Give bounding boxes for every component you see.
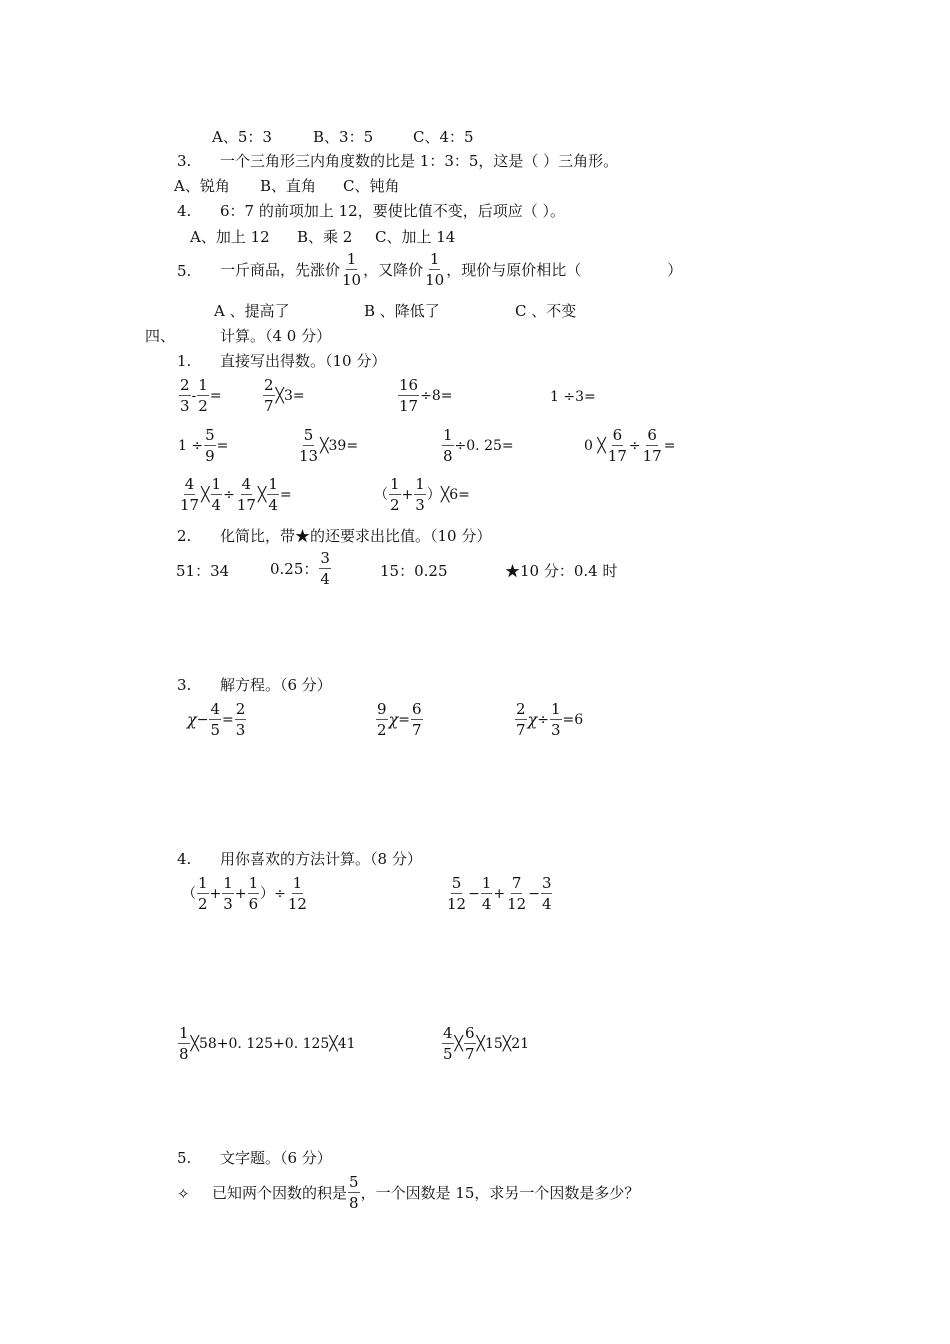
- calc-1-3: $\frac{16}{17}$ ÷8=: [399, 376, 453, 415]
- calc-1-1: $\frac{2}{3}$ - $\frac{1}{2}$ =: [180, 376, 222, 415]
- s1-title: 直接写出得数。（10 分）: [220, 352, 387, 370]
- calc-2-3: $\frac{1}{8}$ ÷0. 25=: [443, 426, 514, 465]
- bullet-icon: ✧: [177, 1185, 190, 1203]
- equation-1: χ − $\frac{4}{5}$ = $\frac{2}{3}$: [187, 700, 246, 739]
- q5-text-1: 一斤商品，先涨价: [220, 261, 341, 279]
- section-number: 四、: [145, 327, 176, 345]
- q4-number: 4.: [177, 202, 192, 220]
- q5-text: [220, 251, 682, 289]
- s3-number: 3.: [177, 676, 192, 694]
- expr-2: $\frac{5}{12}$ − $\frac{1}{4}$ + $\frac{7}{12}$ − $\frac{3}{4}$: [447, 874, 552, 913]
- q5-option-a: A 、提高了: [214, 302, 290, 320]
- q5-text-3: ，现价与原价相比（: [446, 261, 582, 279]
- ratio-1: 51：34: [176, 562, 230, 580]
- s1-number: 1.: [177, 352, 192, 370]
- q3-text: 一个三角形三内角度数的比是 1：3：5，这是（ ）三角形。: [220, 152, 619, 170]
- q3-number: 3.: [177, 152, 192, 170]
- prev-option-b: B、3：5: [313, 128, 374, 146]
- expr-3: $\frac{1}{8}$ ╳58+0. 125+0. 125╳41: [179, 1024, 356, 1063]
- expr-1: （ $\frac{1}{2}$ + $\frac{1}{3}$ + $\frac{1}{6}$ ） ÷ $\frac{1}{12}$: [182, 874, 307, 913]
- calc-3-2: （ $\frac{1}{2}$ + $\frac{1}{3}$ ） ╳6=: [374, 475, 470, 514]
- s2-title: 化简比，带★的还要求出比值。（10 分）: [220, 527, 492, 545]
- q3-option-a: A、锐角: [174, 177, 230, 195]
- q5-text-4: ）: [667, 261, 683, 279]
- q4-option-b: B、乘 2: [297, 228, 353, 246]
- calc-2-4: 0 ╳ $\frac{6}{17}$ ÷ $\frac{6}{17}$ =: [584, 426, 676, 465]
- s5-title: 文字题。（6 分）: [220, 1149, 332, 1167]
- q5-fraction-1: $\frac{1}{10}$: [342, 250, 362, 289]
- ratio-2: 0.25： $\frac{3}{4}$: [270, 549, 330, 588]
- expr-4: $\frac{4}{5}$ ╳ $\frac{6}{7}$ ╳15╳21: [443, 1024, 530, 1063]
- equation-3: $\frac{2}{7}$ χ ÷ $\frac{1}{3}$ =6: [516, 700, 584, 739]
- s4-number: 4.: [177, 850, 192, 868]
- calc-1-4: 1 ÷3=: [550, 389, 596, 405]
- q5-option-b: B 、降低了: [364, 302, 440, 320]
- q4-option-c: C、加上 14: [375, 228, 456, 246]
- s3-title: 解方程。（6 分）: [220, 676, 332, 694]
- s4-title: 用你喜欢的方法计算。（8 分）: [220, 850, 422, 868]
- ratio-4: ★10 分：0.4 时: [505, 562, 618, 580]
- prev-option-c: C、4：5: [413, 128, 474, 146]
- q4-text: 6：7 的前项加上 12，要使比值不变，后项应（ ）。: [220, 202, 565, 220]
- calc-3-1: $\frac{4}{17}$ ╳ $\frac{1}{4}$ ÷ $\frac{4}{17}$ ╳ $\frac{1}{4}$ =: [180, 475, 292, 514]
- s2-number: 2.: [177, 527, 192, 545]
- s5-number: 5.: [177, 1149, 192, 1167]
- calc-2-2: $\frac{5}{13}$ ╳39=: [299, 426, 359, 465]
- prev-option-a: A、5：3: [212, 128, 272, 146]
- q5-text-2: ，又降价: [363, 261, 424, 279]
- ratio-3: 15：0.25: [380, 562, 448, 580]
- equation-2: $\frac{9}{2}$ χ = $\frac{6}{7}$: [377, 700, 422, 739]
- q5-number: 5.: [177, 262, 192, 280]
- calc-1-2: $\frac{2}{7}$ ╳3=: [264, 376, 305, 415]
- q5-fraction-2: $\frac{1}{10}$: [425, 250, 445, 289]
- word-problem: 已知两个因数的积是 $\frac{5}{8}$ ，一个因数是 15，求另一个因数是多少？: [212, 1173, 640, 1212]
- section-title: 计算。（4 0 分）: [220, 327, 332, 345]
- q3-option-c: C、钝角: [343, 177, 400, 195]
- q5-option-c: C 、不变: [515, 302, 577, 320]
- q4-option-a: A、加上 12: [190, 228, 270, 246]
- calc-2-1: 1 ÷ $\frac{5}{9}$ =: [178, 426, 229, 465]
- q3-option-b: B、直角: [260, 177, 317, 195]
